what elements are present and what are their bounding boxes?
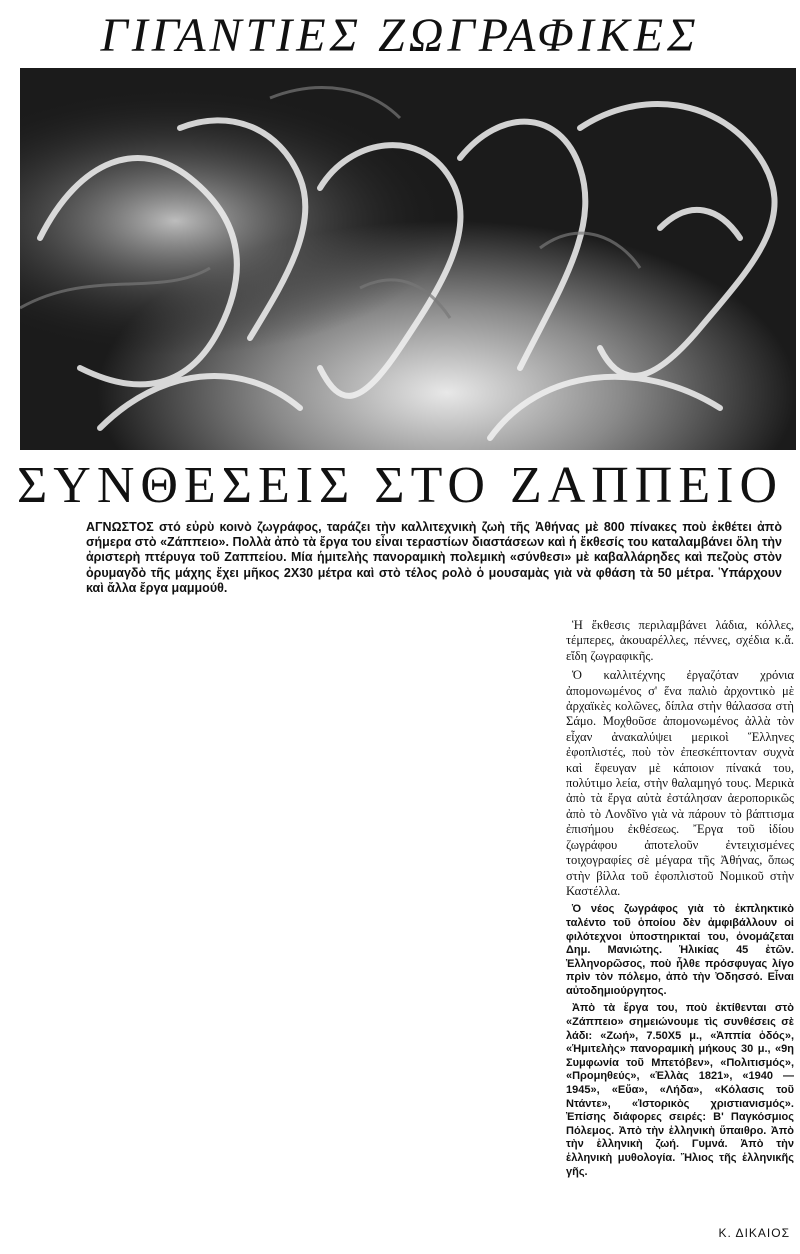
body-paragraph: Ὁ καλλιτέχνης ἐργαζόταν χρόνια ἀπομονωμένος σ' ἕνα παλιὸ ἀρχοντικὸ μὲ ἀρχαϊκὲς κολῶνες, δίπλα στὴν θάλασσα στὴ Σάμο. Μοχθοῦσε ἀπομονωμένος ἀλλὰ τὸν εἶχαν ἀνακαλύψει μερικοὶ Ἕλληνες ἐφοπλιστές, ποὺ τὸν ἐπεσκέπτονταν συχνὰ καὶ ἔφευγαν μὲ κάποιον πίνακά του, πολύτιμο λεία, στὴν θαλαμηγό τους. Μερικὰ ἀπὸ τὰ ἔργα αὐτὰ ἐστάλησαν ἀεροπορικῶς ἀπὸ τὸ Λονδῖνο γιὰ νὰ πάρουν τὸ βάπτισμα ἐπισήμου ἐκθέσεως. Ἔργα τοῦ ἰδίου ζωγράφου ἀποτελοῦν ἐντειχισμένες τοιχογραφίες σὲ μέγαρα τῆς Ἀθήνας, ὅπως στὴν βίλλα τοῦ ἐφοπλιστοῦ Νομικοῦ στὴν Καστέλλα. — [566, 668, 794, 898]
body-paragraph: Ὁ νέος ζωγράφος γιὰ τὸ ἐκπληκτικὸ ταλέντο τοῦ ὁποίου δὲν ἀμφιβάλλουν οἱ φιλότεχνοι ὑποστηρικταί του, ὀνομάζεται Δημ. Μανιώτης. Ἡλικίας 45 ἐτῶν. Ἑλληνορῶσος, ποὺ ἦλθε πρόσφυγας λίγο πρὶν τὸν πόλεμο, ἀπὸ τὴν Ὀδησσό. Εἶναι αὐτοδημιούργητος. — [566, 903, 794, 997]
lead-paragraph: ΑΓΝΩΣΤΟΣ στό εὐρὺ κοινὸ ζωγράφος, ταράζει τὴν καλλιτεχνικὴ ζωὴ τῆς Ἀθήνας μὲ 800 πίνακες ποὺ ἐκθέτει ἀπὸ σήμερα στὸ «Ζάππειο». Πολλὰ ἀπὸ τὰ ἔργα του εἶναι τεραστίων διαστάσεων καὶ ἡ ἔκθεσίς του καταλαμβάνει ὅλη τὴν ἀριστερὴ πτέρυγα τοῦ Ζαππείου. Μία ἡμιτελὴς πανοραμικὴ πολεμικὴ «σύνθεσι» μὲ καβαλλάρηδες καὶ πεζοὺς στὸν ὀρυμαγδὸ τῆς μάχης ἔχει μῆκος 2Χ30 μέτρα καὶ στὸ τέλος ρολὸ ὁ μουσαμὰς γιὰ νὰ φθάση τὰ 50 μέτρα. Ὑπάρχουν καὶ ἄλλα ἔργα μαμμούθ. — [86, 520, 782, 595]
article-body-column — [566, 618, 794, 1183]
painting-image — [20, 68, 796, 450]
painting-photo — [20, 68, 796, 450]
body-paragraph: Ἡ ἔκθεσις περιλαμβάνει λάδια, κόλλες, τέμπερες, ἀκουαρέλλες, πέννες, σχέδια κ.ἄ. εἴδη ζωγραφικῆς. — [566, 618, 794, 663]
headline-main: ΣΥΝΘΕΣΕΙΣ ΣΤΟ ΖΑΠΠΕΙΟ — [17, 457, 783, 514]
headline-top: ΓΙΓΑΝΤΙΕΣ ΖΩΓΡΑΦΙΚΕΣ — [100, 9, 700, 62]
body-paragraph: Ἀπὸ τὰ ἔργα του, ποὺ ἐκτίθενται στὸ «Ζάππειο» σημειώνουμε τὶς συνθέσεις σὲ λάδι: «Ζωή», 7.50Χ5 μ., «Ἀππία ὁδός», «Ἡμιτελὴς» πανοραμικὴ μήκους 30 μ., «9η Συμφωνία τοῦ Μπετόβεν», «Πολιτισμός», «Προμηθεύς», «Ἑλλὰς 1821», «1940 — 1945», «Εὔα», «Λήδα», «Κόλασις τοῦ Ντάντε», «Ἱστορικὸς χριστιανισμός». Ἐπίσης διάφορες σειρές: Β' Παγκόσμιος Πόλεμος. Ἀπὸ τὴν ἑλληνικὴ ὕπαιθρο. Ἀπὸ τὴν ἑλληνικὴ ζωή. Γυμνά. Ἀπὸ τὴν ἑλληνικὴ μυθολογία. Ἥλιος τῆς ἑλληνικῆς γῆς. — [566, 1002, 794, 1178]
byline: Κ. ΔΙΚΑΙΟΣ — [718, 1226, 790, 1240]
